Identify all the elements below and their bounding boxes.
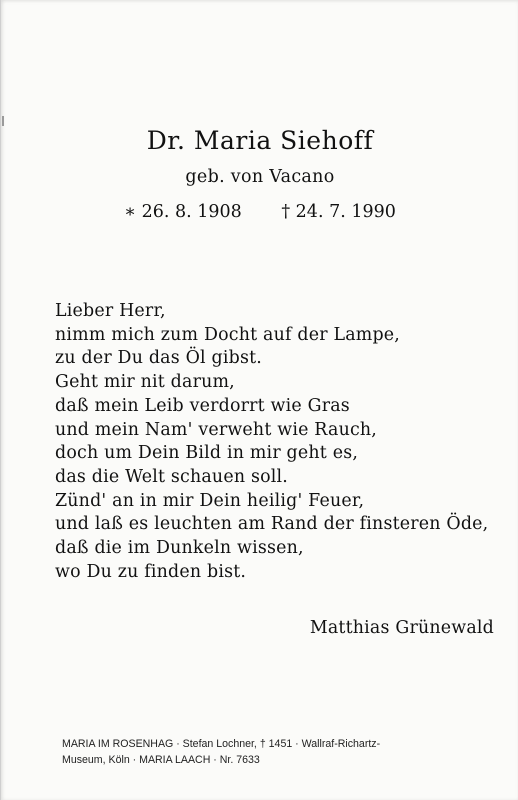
- birth-date: ∗ 26. 8. 1908: [124, 202, 242, 222]
- poem-line: doch um Dein Bild in mir geht es,: [55, 443, 359, 464]
- deceased-name: Dr. Maria Siehoff: [146, 126, 374, 155]
- poem-line: zu der Du das Öl gibst.: [55, 348, 262, 369]
- credit-line: Museum, Köln · MARIA LAACH · Nr. 7633: [62, 754, 260, 766]
- credit-line: MARIA IM ROSENHAG · Stefan Lochner, † 1451 · Wallraf-Richartz-: [62, 738, 381, 750]
- poem-line: Geht mir nit darum,: [55, 372, 235, 393]
- poem-line: und laß es leuchten am Rand der finsteren Öde,: [55, 514, 489, 535]
- death-date: † 24. 7. 1990: [281, 202, 396, 222]
- paper-edge-mark: [2, 116, 4, 126]
- poem-line: daß die im Dunkeln wissen,: [55, 538, 304, 559]
- poem-line: das die Welt schauen soll.: [55, 466, 288, 487]
- birth-name: geb. von Vacano: [185, 167, 335, 187]
- poem-line: Zünd' an in mir Dein heilig' Feuer,: [55, 490, 365, 511]
- poem-author: Matthias Grünewald: [309, 618, 494, 638]
- poem: [55, 300, 515, 584]
- image-credit: [62, 736, 502, 768]
- poem-line: Lieber Herr,: [55, 301, 166, 321]
- poem-line: und mein Nam' verweht wie Rauch,: [55, 419, 378, 440]
- poem-line: wo Du zu finden bist.: [55, 561, 247, 582]
- poem-line: nimm mich zum Docht auf der Lampe,: [55, 324, 401, 345]
- poem-line: daß mein Leib verdorrt wie Gras: [55, 395, 350, 416]
- life-dates: [1, 204, 518, 222]
